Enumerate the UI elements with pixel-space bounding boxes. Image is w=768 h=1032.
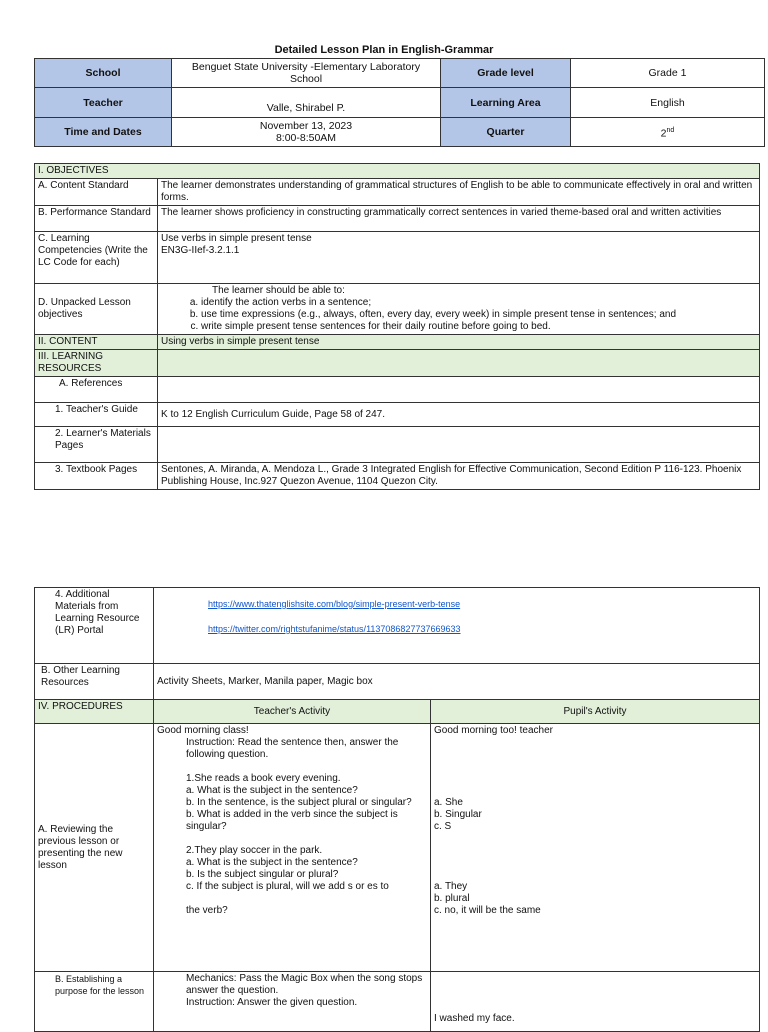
procedures-table xyxy=(34,587,760,1032)
teacher-greeting: Good morning class! xyxy=(157,725,249,736)
reviewing-teacher-activity xyxy=(154,724,431,972)
learning-area-value: English xyxy=(571,88,765,118)
answer-2c: c. no, it will be the same xyxy=(434,905,541,916)
mechanics-text: Mechanics: Pass the Magic Box when the song stops answer the question. xyxy=(186,973,423,996)
content-value: Using verbs in simple present tense xyxy=(158,335,760,350)
learning-competencies-label: C. Learning Competencies (Write the LC Code for each) xyxy=(35,232,158,284)
textbook-pages-label: 3. Textbook Pages xyxy=(35,463,158,490)
answer-2a: a. They xyxy=(434,881,468,892)
teachers-guide-value: K to 12 English Curriculum Guide, Page 58 of 247. xyxy=(158,403,760,427)
resource-link-2[interactable]: https://twitter.com/rightstufanime/status/1137086827737669633 xyxy=(208,624,461,634)
answer-1c: c. S xyxy=(434,821,452,832)
question-1a: a. What is the subject in the sentence? xyxy=(186,785,358,796)
learning-resources-label: III. LEARNING RESOURCES xyxy=(35,350,158,377)
competency-text: Use verbs in simple present tense xyxy=(161,233,312,244)
content-label: II. CONTENT xyxy=(35,335,158,350)
learners-materials-value xyxy=(158,427,760,463)
additional-materials-value xyxy=(154,588,760,664)
quarter-label: Quarter xyxy=(441,118,571,147)
objectives-table xyxy=(34,163,760,490)
time-value: 8:00-8:50AM xyxy=(275,132,337,144)
question-2b: b. Is the subject singular or plural? xyxy=(186,869,339,880)
question-1c: b. What is added in the verb since the subject is singular? xyxy=(186,809,398,832)
grade-level-label: Grade level xyxy=(441,59,571,88)
teacher-label: Teacher xyxy=(35,88,172,118)
question-2d: the verb? xyxy=(186,905,228,916)
unpacked-intro: The learner should be able to: xyxy=(212,285,345,296)
page-title: Detailed Lesson Plan in English-Grammar xyxy=(274,44,494,56)
references-value xyxy=(158,377,760,403)
establishing-pupil-activity xyxy=(431,972,760,1032)
procedures-label: IV. PROCEDURES xyxy=(35,700,154,724)
establishing-purpose-label: B. Establishing a purpose for the lesson xyxy=(35,972,154,1032)
references-label: A. References xyxy=(35,377,158,403)
quarter-number: 2 xyxy=(660,127,667,140)
grade-level-value: Grade 1 xyxy=(571,59,765,88)
unpacked-list xyxy=(161,297,756,333)
teacher-value: Valle, Shirabel P. xyxy=(172,88,441,118)
school-value: Benguet State University -Elementary Laboratory School xyxy=(172,59,441,88)
objectives-heading: I. OBJECTIVES xyxy=(35,164,760,179)
answer-1a: a. She xyxy=(434,797,463,808)
school-label: School xyxy=(35,59,172,88)
unpacked-objectives-label: D. Unpacked Lesson objectives xyxy=(35,284,158,335)
quarter-value xyxy=(571,118,765,147)
header-table xyxy=(34,58,765,147)
answer-2b: b. plural xyxy=(434,893,470,904)
performance-standard-label: B. Performance Standard xyxy=(35,206,158,232)
reviewing-pupil-activity xyxy=(431,724,760,972)
content-standard-value: The learner demonstrates understanding of grammatical structures of English to be able to communicate effectively in oral and written forms. xyxy=(158,179,760,206)
question-2: 2.They play soccer in the park. xyxy=(186,845,323,856)
additional-materials-label: 4. Additional Materials from Learning Resource (LR) Portal xyxy=(35,588,154,664)
date-value: November 13, 2023 xyxy=(259,120,353,132)
teachers-activity-header: Teacher's Activity xyxy=(154,700,431,724)
reviewing-lesson-label: A. Reviewing the previous lesson or presenting the new lesson xyxy=(35,724,154,972)
teacher-instruction: Instruction: Read the sentence then, answer the following question. xyxy=(186,737,399,760)
question-2c: c. If the subject is plural, will we add s or es to xyxy=(186,881,389,892)
list-item: a. identify the action verbs in a sentence; xyxy=(201,297,756,309)
list-item: c. write simple present tense sentences for their daily routine before going to bed. xyxy=(201,321,756,333)
learning-area-label: Learning Area xyxy=(441,88,571,118)
pupils-activity-header: Pupil's Activity xyxy=(431,700,760,724)
learners-materials-label: 2. Learner's Materials Pages xyxy=(35,427,158,463)
establishing-instruction: Instruction: Answer the given question. xyxy=(186,997,358,1008)
other-resources-value: Activity Sheets, Marker, Manila paper, Magic box xyxy=(154,664,760,700)
time-dates-value xyxy=(172,118,441,147)
question-2a: a. What is the subject in the sentence? xyxy=(186,857,358,868)
pupil-answer: I washed my face. xyxy=(434,1013,515,1024)
question-1b: b. In the sentence, is the subject plural or singular? xyxy=(186,797,412,808)
competency-code: EN3G-IIef-3.2.1.1 xyxy=(161,245,240,256)
time-dates-label: Time and Dates xyxy=(35,118,172,147)
answer-1b: b. Singular xyxy=(434,809,482,820)
learning-competencies-value xyxy=(158,232,760,284)
performance-standard-value: The learner shows proficiency in constructing grammatically correct sentences in varied theme-based oral and written activities xyxy=(158,206,760,232)
pupil-greeting: Good morning too! teacher xyxy=(434,725,553,736)
question-1: 1.She reads a book every evening. xyxy=(186,773,341,784)
list-item: b. use time expressions (e.g., always, often, every day, every week) in simple present tense in sentences; and xyxy=(201,309,756,321)
quarter-suffix: nd xyxy=(666,126,675,134)
establishing-teacher-activity xyxy=(154,972,431,1032)
learning-resources-value xyxy=(158,350,760,377)
unpacked-objectives-value xyxy=(158,284,760,335)
resource-link-1[interactable]: https://www.thatenglishsite.com/blog/simple-present-verb-tense xyxy=(208,599,461,609)
other-resources-label: B. Other Learning Resources xyxy=(35,664,154,700)
teachers-guide-label: 1. Teacher's Guide xyxy=(35,403,158,427)
content-standard-label: A. Content Standard xyxy=(35,179,158,206)
textbook-pages-value: Sentones, A. Miranda, A. Mendoza L., Grade 3 Integrated English for Effective Communication, Second Edition P 116-123. Phoenix Publishing House, Inc.927 Quezon Avenue, 1104 Quezon City. xyxy=(158,463,760,490)
